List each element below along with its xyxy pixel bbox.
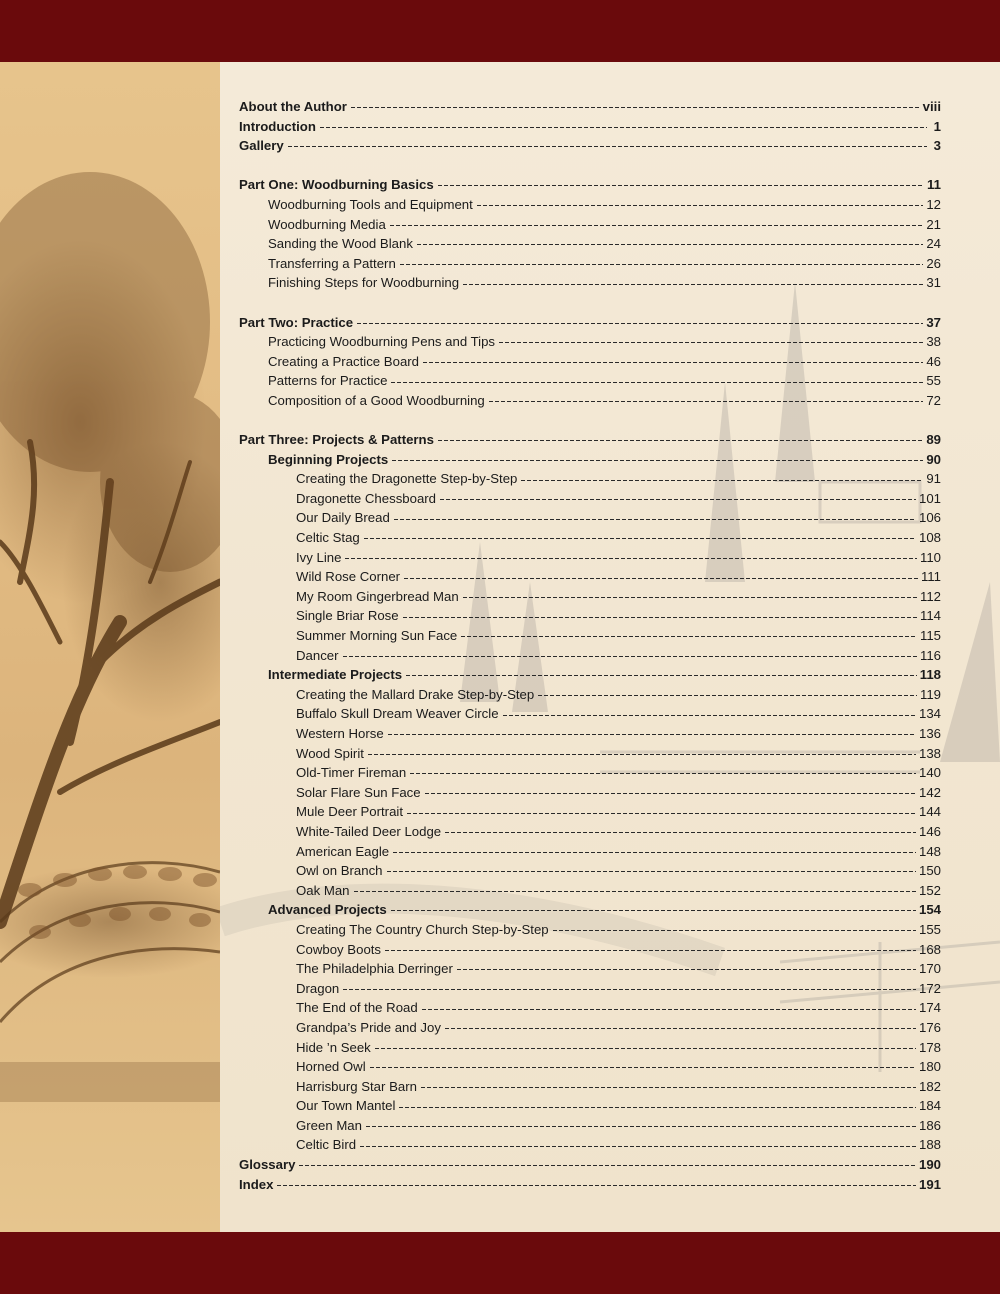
- toc-entry-page-number: 190: [918, 1157, 941, 1173]
- toc-entry[interactable]: [239, 450, 941, 470]
- toc-entry[interactable]: [239, 371, 941, 391]
- toc-entry-title: Single Briar Rose: [296, 608, 399, 624]
- toc-entry-page-number: 152: [918, 882, 941, 898]
- toc-entry-title: Finishing Steps for Woodburning: [268, 275, 460, 291]
- toc-entry-title: Transferring a Pattern: [268, 255, 396, 271]
- dot-leader: [391, 910, 916, 911]
- toc-entry-title: Creating the Dragonette Step-by-Step: [296, 471, 518, 487]
- toc-entry[interactable]: [239, 665, 941, 685]
- toc-entry-page-number: 116: [919, 647, 941, 663]
- toc-entry-page-number: 91: [926, 471, 941, 487]
- toc-entry-title: My Room Gingerbread Man: [296, 588, 459, 604]
- toc-entry-page-number: 144: [918, 804, 941, 820]
- toc-entry[interactable]: [239, 724, 941, 744]
- dot-leader: [499, 342, 923, 343]
- toc-entry-title: Harrisburg Star Barn: [296, 1078, 417, 1094]
- dot-leader: [445, 832, 916, 833]
- dot-leader: [463, 597, 917, 598]
- toc-entry-title: The Philadelphia Derringer: [296, 961, 453, 977]
- dot-leader: [368, 754, 916, 755]
- dot-leader: [399, 1107, 916, 1108]
- toc-entry[interactable]: [239, 979, 941, 999]
- toc-entry-page-number: 146: [918, 823, 941, 839]
- toc-entry-page-number: 186: [918, 1117, 941, 1133]
- toc-entry-title: Horned Owl: [296, 1059, 366, 1075]
- toc-entry-title: Green Man: [296, 1117, 362, 1133]
- dot-leader: [421, 1087, 916, 1088]
- dot-leader: [521, 480, 923, 481]
- toc-entry[interactable]: [239, 587, 941, 607]
- toc-entry[interactable]: [239, 626, 941, 646]
- dot-leader: [400, 264, 924, 265]
- toc-entry-page-number: 180: [918, 1059, 941, 1075]
- dot-leader: [388, 734, 916, 735]
- tree-bridge-illustration: [0, 62, 220, 1232]
- toc-entry-title: Summer Morning Sun Face: [296, 628, 458, 644]
- dot-leader: [425, 793, 916, 794]
- bottom-color-band: [0, 1232, 1000, 1294]
- dot-leader: [438, 185, 924, 186]
- toc-entry-title: Intermediate Projects: [268, 667, 403, 683]
- dot-leader: [410, 773, 916, 774]
- dot-leader: [390, 225, 924, 226]
- dot-leader: [489, 401, 924, 402]
- dot-leader: [423, 362, 923, 363]
- dot-leader: [343, 656, 917, 657]
- toc-entry-page-number: 12: [926, 196, 941, 212]
- toc-entry[interactable]: [239, 489, 941, 509]
- toc-entry[interactable]: [239, 1175, 941, 1195]
- toc-entry-page-number: 26: [926, 255, 941, 271]
- dot-leader: [422, 1009, 916, 1010]
- toc-entry-title: Celtic Bird: [296, 1137, 357, 1153]
- toc-entry-title: About the Author: [239, 99, 347, 114]
- toc-entry-title: Gallery: [239, 138, 284, 154]
- dot-leader: [503, 715, 916, 716]
- toc-entry[interactable]: [239, 313, 941, 333]
- dot-leader: [320, 127, 927, 128]
- toc-entry[interactable]: [239, 998, 941, 1018]
- toc-entry[interactable]: [239, 1077, 941, 1097]
- toc-entry-title: Creating the Mallard Drake Step-by-Step: [296, 686, 535, 702]
- dot-leader: [404, 578, 918, 579]
- toc-entry-page-number: 24: [926, 236, 941, 252]
- toc-entry[interactable]: [239, 822, 941, 842]
- toc-entry[interactable]: [239, 920, 941, 940]
- table-of-contents-panel: [220, 62, 1000, 1232]
- toc-entry-page-number: 106: [918, 510, 941, 526]
- toc-entry-page-number: 111: [920, 569, 941, 585]
- toc-entry-page-number: 115: [919, 628, 941, 644]
- dot-leader: [477, 205, 924, 206]
- toc-entry-title: Oak Man: [296, 882, 350, 898]
- toc-entry[interactable]: [239, 646, 941, 666]
- toc-entry-page-number: 55: [926, 373, 941, 389]
- toc-entry[interactable]: [239, 959, 941, 979]
- toc-entry-page-number: 134: [918, 706, 941, 722]
- toc-entry[interactable]: [239, 97, 941, 117]
- toc-entry-page-number: 188: [918, 1137, 941, 1153]
- dot-leader: [393, 852, 916, 853]
- toc-entry-title: Dragon: [296, 980, 340, 996]
- toc-entry-title: Wild Rose Corner: [296, 569, 401, 585]
- toc-entry-title: Ivy Line: [296, 549, 342, 565]
- toc-entry[interactable]: [239, 567, 941, 587]
- toc-entry[interactable]: [239, 391, 941, 411]
- toc-entry-title: Our Town Mantel: [296, 1098, 396, 1114]
- dot-leader: [277, 1185, 916, 1186]
- toc-entry-title: Grandpa’s Pride and Joy: [296, 1019, 441, 1035]
- toc-entry-title: White-Tailed Deer Lodge: [296, 823, 442, 839]
- toc-entry-title: Celtic Stag: [296, 530, 360, 546]
- toc-entry[interactable]: [239, 704, 941, 724]
- dot-leader: [463, 284, 923, 285]
- toc-entry[interactable]: [239, 215, 941, 235]
- toc-entry-title: Woodburning Tools and Equipment: [268, 196, 473, 212]
- toc-entry[interactable]: [239, 802, 941, 822]
- toc-entry[interactable]: [239, 744, 941, 764]
- toc-entry-page-number: 37: [926, 314, 941, 330]
- toc-entry-page-number: 112: [919, 588, 941, 604]
- toc-entry[interactable]: [239, 685, 941, 705]
- dot-leader: [345, 558, 917, 559]
- toc-entry-page-number: 72: [926, 392, 941, 408]
- toc-entry-title: Index: [239, 1176, 274, 1192]
- toc-entry[interactable]: [239, 352, 941, 372]
- toc-entry[interactable]: [239, 900, 941, 920]
- toc-entry-title: Old-Timer Fireman: [296, 765, 407, 781]
- top-color-band: [0, 0, 1000, 62]
- dot-leader: [343, 989, 916, 990]
- woodburning-artwork-panel: [0, 62, 220, 1232]
- toc-entry-page-number: 110: [919, 549, 941, 565]
- dot-leader: [392, 460, 923, 461]
- toc-entry-title: Wood Spirit: [296, 745, 364, 761]
- dot-leader: [391, 382, 923, 383]
- toc-entry-title: Introduction: [239, 118, 316, 134]
- toc-entry-page-number: 154: [918, 902, 941, 918]
- toc-entry[interactable]: [239, 881, 941, 901]
- dot-leader: [538, 695, 917, 696]
- toc-list: [239, 97, 941, 1194]
- dot-leader: [387, 871, 916, 872]
- toc-entry-title: The End of the Road: [296, 1000, 418, 1016]
- toc-entry-page-number: 182: [918, 1078, 941, 1094]
- toc-entry-page-number: 168: [918, 941, 941, 957]
- toc-entry-page-number: 90: [926, 451, 941, 467]
- dot-leader: [403, 617, 917, 618]
- toc-entry-title: Mule Deer Portrait: [296, 804, 404, 820]
- toc-entry-title: Cowboy Boots: [296, 941, 382, 957]
- toc-entry[interactable]: [239, 1155, 941, 1175]
- toc-entry-page-number: viii: [922, 99, 941, 114]
- toc-entry[interactable]: [239, 783, 941, 803]
- dot-leader: [351, 107, 920, 108]
- toc-entry-page-number: 174: [918, 1000, 941, 1016]
- toc-entry-page-number: 108: [918, 530, 941, 546]
- toc-entry-title: Creating a Practice Board: [268, 353, 419, 369]
- toc-entry-page-number: 31: [926, 275, 941, 291]
- toc-entry-page-number: 46: [926, 353, 941, 369]
- toc-entry-page-number: 21: [926, 216, 941, 232]
- toc-entry[interactable]: [239, 469, 941, 489]
- dot-leader: [385, 950, 916, 951]
- toc-entry-title: Buffalo Skull Dream Weaver Circle: [296, 706, 499, 722]
- toc-entry-page-number: 140: [918, 765, 941, 781]
- toc-entry-title: Advanced Projects: [268, 902, 387, 918]
- dot-leader: [407, 813, 916, 814]
- toc-entry-page-number: 148: [918, 843, 941, 859]
- toc-entry-page-number: 172: [918, 980, 941, 996]
- dot-leader: [438, 440, 923, 441]
- dot-leader: [461, 636, 917, 637]
- toc-entry-page-number: 170: [918, 961, 941, 977]
- toc-entry[interactable]: [239, 940, 941, 960]
- toc-entry-page-number: 150: [918, 863, 941, 879]
- toc-entry-title: Composition of a Good Woodburning: [268, 392, 485, 408]
- toc-entry-title: Sanding the Wood Blank: [268, 236, 413, 252]
- toc-entry-title: Woodburning Media: [268, 216, 386, 232]
- toc-entry-page-number: 155: [918, 921, 941, 937]
- toc-entry[interactable]: [239, 1057, 941, 1077]
- dot-leader: [440, 499, 916, 500]
- toc-entry-page-number: 178: [918, 1039, 941, 1055]
- toc-entry[interactable]: [239, 861, 941, 881]
- dot-leader: [288, 146, 927, 147]
- toc-entry[interactable]: [239, 1096, 941, 1116]
- toc-entry[interactable]: [239, 1038, 941, 1058]
- dot-leader: [417, 244, 923, 245]
- toc-entry-title: Part One: Woodburning Basics: [239, 177, 434, 193]
- toc-entry-page-number: 138: [918, 745, 941, 761]
- toc-entry-title: Dancer: [296, 647, 339, 663]
- toc-entry-page-number: 191: [918, 1176, 941, 1192]
- toc-entry-title: Solar Flare Sun Face: [296, 784, 421, 800]
- toc-entry-page-number: 38: [926, 334, 941, 350]
- toc-entry-page-number: 114: [919, 608, 941, 624]
- toc-entry-page-number: 119: [919, 686, 941, 702]
- toc-entry-title: Patterns for Practice: [268, 373, 388, 389]
- toc-entry-page-number: 142: [918, 784, 941, 800]
- toc-entry-page-number: 3: [933, 138, 941, 154]
- toc-entry-page-number: 89: [926, 432, 941, 448]
- toc-entry-title: Beginning Projects: [268, 451, 389, 467]
- dot-leader: [364, 538, 916, 539]
- toc-entry[interactable]: [239, 234, 941, 254]
- toc-entry[interactable]: [239, 606, 941, 626]
- toc-entry-page-number: 118: [919, 667, 941, 683]
- toc-entry-page-number: 1: [933, 118, 941, 134]
- dot-leader: [375, 1048, 916, 1049]
- toc-entry[interactable]: [239, 842, 941, 862]
- dot-leader: [394, 519, 916, 520]
- toc-entry-title: Dragonette Chessboard: [296, 490, 437, 506]
- toc-entry-title: Our Daily Bread: [296, 510, 390, 526]
- dot-leader: [553, 930, 916, 931]
- toc-entry[interactable]: [239, 136, 941, 156]
- dot-leader: [370, 1067, 916, 1068]
- toc-entry-page-number: 176: [918, 1019, 941, 1035]
- dot-leader: [299, 1165, 916, 1166]
- toc-entry[interactable]: [239, 1116, 941, 1136]
- toc-entry-page-number: 11: [927, 177, 941, 193]
- toc-entry-title: Practicing Woodburning Pens and Tips: [268, 334, 496, 350]
- dot-leader: [445, 1028, 916, 1029]
- toc-entry[interactable]: [239, 175, 941, 195]
- toc-entry-page-number: 184: [918, 1098, 941, 1114]
- toc-entry-title: Part Two: Practice: [239, 314, 354, 330]
- dot-leader: [354, 891, 916, 892]
- toc-entry[interactable]: [239, 430, 941, 450]
- dot-leader: [360, 1146, 916, 1147]
- toc-entry[interactable]: [239, 548, 941, 568]
- toc-entry[interactable]: [239, 332, 941, 352]
- dot-leader: [406, 675, 917, 676]
- dot-leader: [357, 323, 923, 324]
- toc-entry-title: Creating The Country Church Step-by-Step: [296, 921, 549, 937]
- toc-entry[interactable]: [239, 273, 941, 293]
- toc-entry[interactable]: [239, 195, 941, 215]
- toc-entry[interactable]: [239, 763, 941, 783]
- toc-entry[interactable]: [239, 254, 941, 274]
- toc-entry[interactable]: [239, 508, 941, 528]
- toc-entry-page-number: 136: [918, 726, 941, 741]
- toc-entry-page-number: 101: [918, 490, 941, 506]
- toc-entry-title: Hide ’n Seek: [296, 1039, 371, 1055]
- toc-entry-title: Owl on Branch: [296, 863, 383, 879]
- toc-entry-title: Western Horse: [296, 726, 384, 741]
- toc-entry-title: Part Three: Projects & Patterns: [239, 432, 434, 448]
- toc-entry[interactable]: [239, 1018, 941, 1038]
- toc-entry[interactable]: [239, 117, 941, 137]
- toc-entry[interactable]: [239, 528, 941, 548]
- dot-leader: [457, 969, 916, 970]
- toc-entry-title: American Eagle: [296, 843, 390, 859]
- toc-entry[interactable]: [239, 1135, 941, 1155]
- toc-entry-title: Glossary: [239, 1157, 296, 1173]
- dot-leader: [366, 1126, 916, 1127]
